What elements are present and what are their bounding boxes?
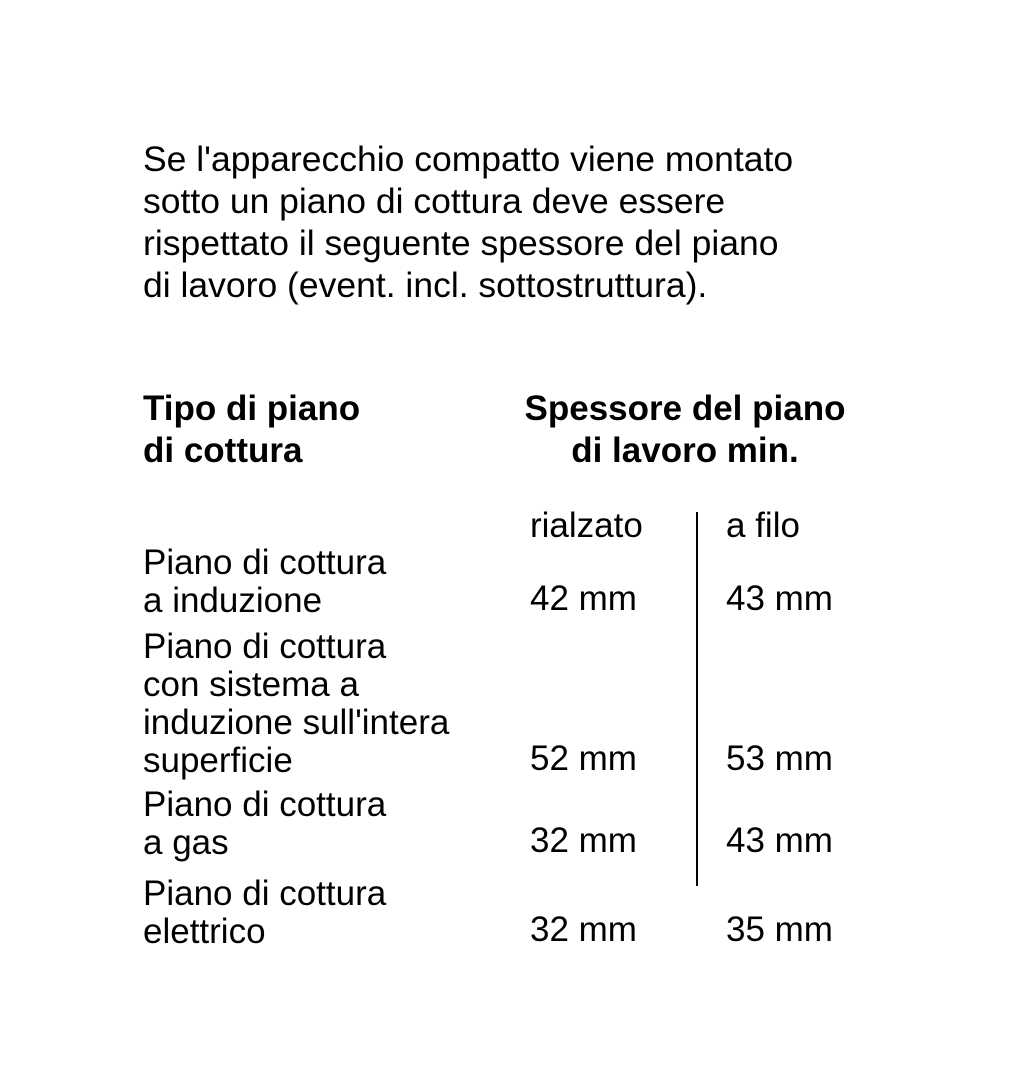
intro-line: di lavoro (event. incl. sottostruttura). [143, 265, 708, 305]
intro-line: Se l'apparecchio compatto viene montato [143, 139, 794, 179]
value-raised-electric: 32 mm [530, 910, 637, 949]
intro-paragraph [143, 138, 943, 306]
value-raised-full-surface-induction: 52 mm [530, 739, 637, 778]
row-label-line: induzione sull'intera [143, 703, 450, 742]
row-label-line: con sistema a [143, 665, 359, 704]
value-flush-full-surface-induction: 53 mm [726, 739, 833, 778]
row-label-full-surface-induction [143, 628, 449, 780]
subheader-flush: a filo [726, 506, 800, 545]
row-label-line: Piano di cottura [143, 874, 387, 913]
value-raised-gas: 32 mm [530, 821, 637, 860]
header-line: di lavoro min. [571, 431, 799, 470]
intro-line: rispettato il seguente spessore del piano [143, 223, 779, 263]
header-line: Spessore del piano [524, 389, 846, 428]
row-label-line: Piano di cottura [143, 627, 387, 666]
column-divider [696, 512, 698, 886]
row-label-line: Piano di cottura [143, 543, 387, 582]
row-label-line: superficie [143, 741, 293, 780]
header-worktop-thickness [440, 388, 930, 472]
value-flush-induction: 43 mm [726, 579, 833, 618]
row-label-electric [143, 875, 386, 951]
header-line: Tipo di piano [143, 389, 361, 428]
row-label-line: a gas [143, 823, 229, 862]
row-label-line: Piano di cottura [143, 785, 387, 824]
subheader-raised: rialzato [530, 506, 643, 545]
value-raised-induction: 42 mm [530, 579, 637, 618]
header-cooktop-type [143, 388, 360, 472]
row-label-line: a induzione [143, 581, 323, 620]
row-label-induction [143, 544, 386, 620]
header-line: di cottura [143, 431, 303, 470]
value-flush-electric: 35 mm [726, 910, 833, 949]
intro-line: sotto un piano di cottura deve essere [143, 181, 726, 221]
value-flush-gas: 43 mm [726, 821, 833, 860]
row-label-gas [143, 786, 386, 862]
row-label-line: elettrico [143, 912, 266, 951]
